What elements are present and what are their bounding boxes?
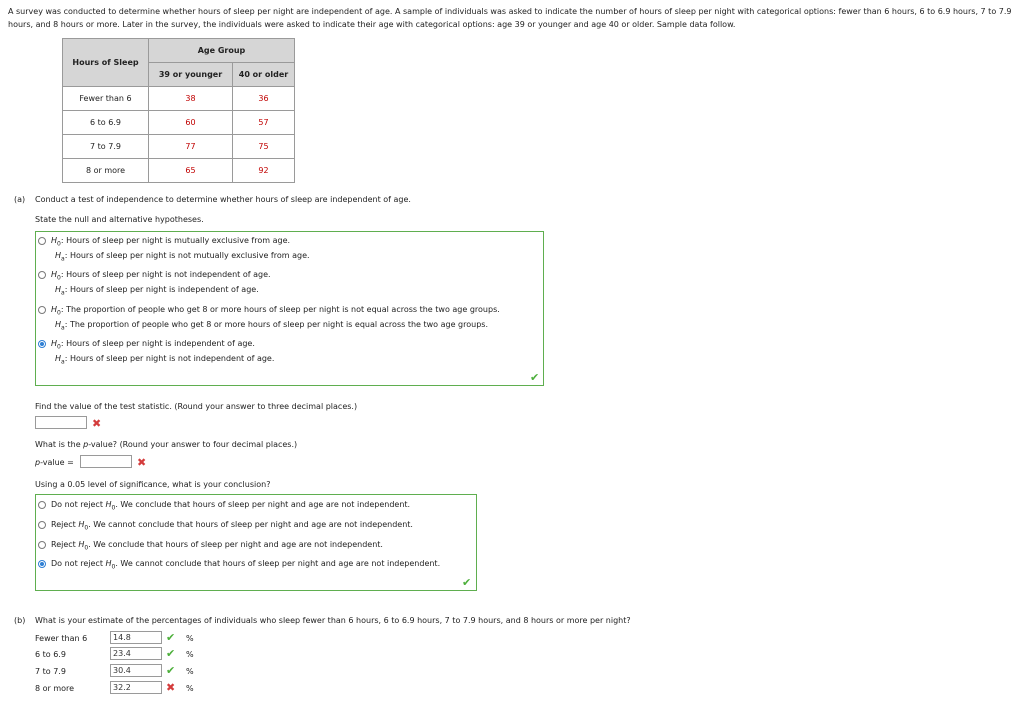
hypothesis-option-3-ha: $H_a$: The proportion of people who get 8 or more hours of sleep per night is equal across the two age groups.: [55, 320, 488, 332]
cell-value: 57: [233, 111, 295, 135]
cell-value: 60: [149, 111, 233, 135]
estimate-label-6-to-6-9: 6 to 6.9: [35, 650, 66, 659]
conclusion-radio-1[interactable]: [38, 501, 46, 509]
group-header: Age Group: [149, 39, 295, 63]
part-b-marker: (b): [14, 616, 26, 625]
table-row: [63, 87, 295, 111]
hypothesis-option-1-ha: $H_a$: Hours of sleep per night is not mutually exclusive from age.: [55, 251, 310, 263]
check-icon: ✔: [166, 631, 176, 644]
conclusion-option-3: Reject $H_0$. We conclude that hours of sleep per night and age are not independent.: [51, 540, 383, 552]
hypothesis-radio-3[interactable]: [38, 306, 46, 314]
check-icon: ✔: [462, 576, 472, 589]
cell-value: 75: [233, 135, 295, 159]
p-value-label: p-value =: [35, 458, 74, 467]
cell-value: 77: [149, 135, 233, 159]
p-value-prompt: What is the p-value? (Round your answer to four decimal places.): [35, 440, 298, 449]
conclusion-option-2: Reject $H_0$. We cannot conclude that hours of sleep per night and age are not independent.: [51, 520, 413, 532]
conclusion-prompt: Using a 0.05 level of significance, what is your conclusion?: [35, 480, 271, 489]
conclusion-radio-3[interactable]: [38, 541, 46, 549]
hypothesis-radio-1[interactable]: [38, 237, 46, 245]
cell-value: 92: [233, 159, 295, 183]
row-label: 6 to 6.9: [63, 111, 149, 135]
conclusion-radio-4[interactable]: [38, 560, 46, 568]
hypothesis-option-2-ha: $H_a$: Hours of sleep per night is independent of age.: [55, 285, 259, 297]
estimate-label-7-to-7-9: 7 to 7.9: [35, 667, 66, 676]
problem-intro: A survey was conducted to determine whether hours of sleep per night are independent of age. A sample of individuals was asked to indicate the number of hours of sleep per night with categorical options: fewer than 6 hours, 6 to 6.9 hours, 7 to 7.9 hours, and 8 hours or more. Later in the survey, the individuals were asked to indicate their age with categorical options: age 39 or younger and age 40 or older. Sample data follow.: [8, 7, 1012, 29]
table-row: [63, 159, 295, 183]
col-header-40-or-older: 40 or older: [233, 63, 295, 87]
cross-icon: ✖: [92, 417, 102, 430]
cell-value: 65: [149, 159, 233, 183]
cross-icon: ✖: [137, 456, 147, 469]
check-icon: ✔: [166, 664, 176, 677]
estimate-input-fewer-than-6[interactable]: 14.8: [110, 631, 162, 644]
row-label: Fewer than 6: [63, 87, 149, 111]
hypothesis-radio-2[interactable]: [38, 271, 46, 279]
percent-unit: %: [186, 667, 194, 676]
row-label: 7 to 7.9: [63, 135, 149, 159]
hypothesis-option-2-h0: $H_0$: Hours of sleep per night is not independent of age.: [51, 270, 271, 282]
table-row: [63, 111, 295, 135]
percent-unit: %: [186, 650, 194, 659]
estimate-input-8-or-more[interactable]: 32.2: [110, 681, 162, 694]
hypothesis-option-1-h0: $H_0$: Hours of sleep per night is mutually exclusive from age.: [51, 236, 291, 248]
part-b-prompt: What is your estimate of the percentages of individuals who sleep fewer than 6 hours, 6 to 6.9 hours, 7 to 7.9 hours, and 8 hours or more per night?: [35, 616, 631, 625]
cross-icon: ✖: [166, 681, 176, 694]
table-row: [63, 135, 295, 159]
cell-value: 38: [149, 87, 233, 111]
estimate-label-8-or-more: 8 or more: [35, 684, 75, 693]
conclusion-radio-2[interactable]: [38, 521, 46, 529]
conclusion-option-1: Do not reject $H_0$. We conclude that hours of sleep per night and age are not independent.: [51, 500, 411, 512]
percent-unit: %: [186, 684, 194, 693]
hypothesis-option-3-h0: $H_0$: The proportion of people who get 8 or more hours of sleep per night is not equal across the two age groups.: [51, 305, 500, 317]
hypothesis-radio-4[interactable]: [38, 340, 46, 348]
hypothesis-option-4-ha: $H_a$: Hours of sleep per night is not independent of age.: [55, 354, 275, 366]
conclusion-option-4: Do not reject $H_0$. We cannot conclude that hours of sleep per night and age are not independent.: [51, 559, 441, 571]
data-table: [62, 38, 295, 183]
percent-unit: %: [186, 634, 194, 643]
check-icon: ✔: [166, 647, 176, 660]
cell-value: 36: [233, 87, 295, 111]
check-icon: ✔: [530, 371, 540, 384]
estimate-label-fewer-than-6: Fewer than 6: [35, 634, 88, 643]
estimate-input-6-to-6-9[interactable]: 23.4: [110, 647, 162, 660]
hypotheses-prompt: State the null and alternative hypotheses.: [35, 215, 204, 224]
part-a-prompt: Conduct a test of independence to determine whether hours of sleep are independent of age.: [35, 195, 411, 204]
estimate-input-7-to-7-9[interactable]: 30.4: [110, 664, 162, 677]
hypothesis-option-4-h0: $H_0$: Hours of sleep per night is independent of age.: [51, 339, 255, 351]
row-header: Hours of Sleep: [63, 39, 149, 87]
part-a-marker: (a): [14, 195, 26, 204]
col-header-39-or-younger: 39 or younger: [149, 63, 233, 87]
test-statistic-prompt: Find the value of the test statistic. (Round your answer to three decimal places.): [35, 402, 358, 411]
row-label: 8 or more: [63, 159, 149, 183]
p-value-input[interactable]: [80, 455, 132, 468]
test-statistic-input[interactable]: [35, 416, 87, 429]
